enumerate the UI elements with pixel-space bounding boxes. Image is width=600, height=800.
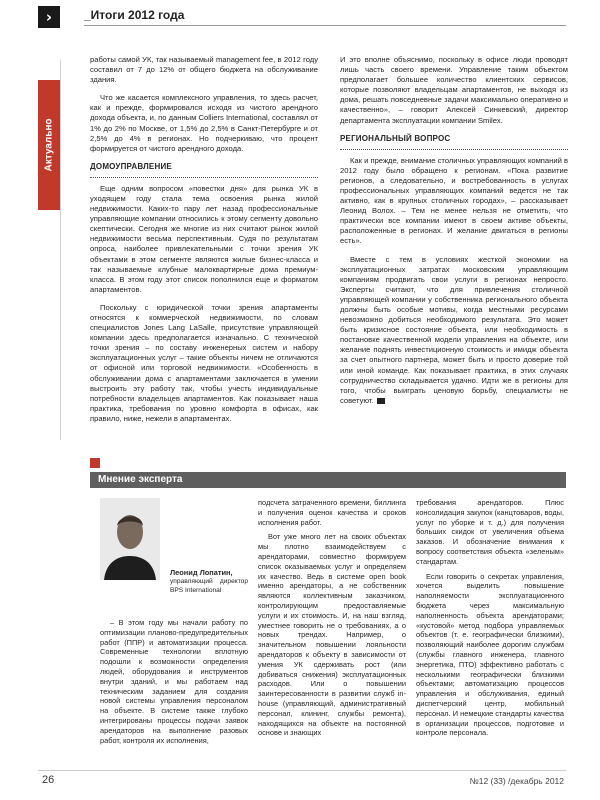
paragraph: Поскольку с юридической точки зрения апартаменты относятся к коммерческой недвижимости, по словам специалистов Jones Lang LaSalle, присутствие управляющей компании здесь предполагается изначально. С технической точки зрения – по составу инженерных систем и набору эксплуатационных услуг – такие объекты ничем не отличаются от офисной или торговой недвижимости. «Особенность в обслуживании дома с апартаментами заключается в умении выстроить эту работу так, чтобы учесть индивидуальные потребности владельцев апартаментов. Как показывает наша практика, требования по уровню комфорта в офисах, как правило, ниже, нежели в апартаментах. — [90, 302, 318, 423]
article-column-left — [90, 55, 318, 445]
paragraph: Вот уже много лет на своих объектах мы плотно взаимодействуем с арендаторами, совместно формируем список оказываемых услуг и определяем их качество. Ведь в системе open book именно арендаторы, а не собственник являются коллективным заказчиком, контролирующим предоставляемые услуги и их стоимость. И, на наш взгляд, уместнее говорить не о требованиях, а о новых трендах. Например, о значительном повышении лояльности арендаторов к объекту в зависимости от умения УК сдерживать рост (или добиваться снижения) эксплуатационных расходов. Или о повышении заинтересованности в развитии служб in-house (управляющий, административный персонал, клининг, службы ремонта), находящихся на объекте на постоянной основе и знающих — [258, 532, 406, 738]
expert-role: управляющий директор BPS International — [170, 578, 248, 594]
expert-photo — [100, 498, 160, 580]
running-header — [38, 6, 566, 28]
paragraph: – В этом году мы начали работу по оптимизации планово-предупредительных работ (ППР) и автоматизации процесса. Современные технологии вплотную подошли к возможности определения людей, оборудования и инструментов внутри зданий, и мы работаем над техническим заданием для создания новой системы управления персоналом на объекте. В системе также глубоко интегрированы процессы подачи заявок арендаторов на выполнение разовых работ, контроля их исполнения, — [100, 618, 248, 745]
expert-paragraphs-3 — [416, 498, 564, 738]
paragraph: Если говорить о секретах управления, хочется выделить повышение наполняемости эксплуатационного бюджета через максимальную наполненность объекта арендаторами; «кустовой» метод подбора управляемых объектов (т. е. географически близкими), позволяющий наиболее дорогим службам (службы главного инженера, главного энергетика, ПТО) эффективно работать с несколькими географически близкими объектами; автоматизацию процессов управления и обслуживания, единый диспетчерский центр, мобильный персонал. И немецкие стандарты качества в организации процессов, подготовке и контроле персонала. — [416, 571, 564, 738]
left-paragraphs-2 — [90, 184, 318, 424]
paragraph: подсчета затраченного времени, биллинга и получения оценок качества и сроков исполнения работ. — [258, 498, 406, 527]
end-of-article-icon — [377, 398, 385, 404]
paragraph: работы самой УК, так называемый management fee, в 2012 году составил от 7 до 12% от общего бюджета на обслуживание здания. — [90, 55, 318, 85]
expert-opinion-title: Мнение эксперта — [98, 474, 183, 485]
paragraph: Еще одним вопросом «повестки дня» для рынка УК в уходящем году стала тема освоения рынка жилой недвижимости. Каких-то пару лет назад профессиональные управляющие компании относились к этому сегменту довольно скептически. Сегодня же многие из них считают рынок жилой недвижимости весьма перспективным. Судя по результатам опроса, наиболее привлекательными с точки зрения УК объектами в этом сегменте являются жилые бизнес-класса и так называемые клубные малоквартирные дома премиум-класса. В этом году этот список пополнился еще и форматом апартаментов. — [90, 183, 318, 294]
issue-info: №12 (33) /декабрь 2012 — [469, 776, 564, 786]
expert-opinion-bar — [90, 472, 566, 488]
expert-paragraphs-1 — [100, 618, 248, 745]
section-tab — [38, 80, 60, 210]
left-paragraphs — [90, 55, 318, 154]
expert-column-3 — [416, 498, 564, 760]
right-paragraphs-2 — [340, 156, 568, 406]
paragraph: Как и прежде, внимание столичных управляющих компаний в 2012 году было обращено к регионам. «Пока развитие регионов, а следовательно, и востребованность в услугах профессиональных управляющих компаний ведется не так активно, как в крупных столичных городах», – рассказывает Леонид Волох. – Тем не менее нельзя не отметить, что практически все компании имеют в своем активе объекты, расположенные в регионах. И желание двигаться в регионы есть». — [340, 155, 568, 246]
footer-rule — [38, 770, 566, 771]
section-title: _Итоги 2012 года — [84, 8, 185, 22]
subheading-regions: РЕГИОНАЛЬНЫЙ ВОПРОС — [340, 133, 451, 143]
side-divider — [60, 60, 61, 440]
right-paragraphs — [340, 55, 568, 126]
subheading-rule — [340, 149, 568, 150]
article-column-right — [340, 55, 568, 445]
paragraph: Вместе с тем в условиях жесткой экономии на эксплуатационных затратах московским управляющим компаниям продвигать свои услуги в регионах непросто. Эксперты считают, что для привлечения столичной управляющей компании у собственника регионального объекта должны быть особые мотивы, когда местными ресурсами невозможно добиться необходимого результата. Это может быть кризисное состояние объекта, или необходимость в постановке качественной модели управления на объекте, или желание поднять инвестиционную стоимость и имидж объекта за счет опытного партнера, может быть и просто доверие той или иной команде. Как показывает практика, в этих случаях сотрудничество складывается удачно. Идти же в регионы для того, чтобы выиграть ценовую борьбу, специалисты не советуют. — [340, 254, 568, 405]
paragraph: требования арендаторов. Плюс консолидация закупок (канцтоваров, воды, услуг по уборке и т. д.) для получения больших скидок от увеличения объема заказов. И обозначение внимания к вопросу соответствия объекта «зеленым» стандартам. — [416, 498, 564, 566]
expert-name: Леонид Лопатин, — [170, 568, 233, 577]
subheading-rule — [90, 177, 318, 178]
arrow-icon: › — [38, 6, 60, 28]
paragraph: И это вполне объяснимо, поскольку в офисе люди проводят лишь часть своего времени. Управление таким объектом предполагает большее количество клиентских сервисов, которые позволяют владельцам апартаментов, не выходя из дома, решать повседневные задачи максимально оперативно и качественно», – говорит Алексей Синкевский, директор департамента эксплуатации компании Smilex. — [340, 55, 568, 125]
expert-column-2 — [258, 498, 406, 760]
paragraph: Что же касается комплексного управления, то здесь расчет, как и прежде, формировался исходя из чистого арендного дохода объекта, и, по данным Colliers International, составлял от 1% до 2% по Москве, от 1,5% до 2,5% в Санкт-Петербурге и от 2,5% до 4% в регионах. Но подчеркиваю, что процент формируется от чистого арендного дохода. — [90, 93, 318, 153]
subheading-housing: ДОМОУПРАВЛЕНИЕ — [90, 161, 172, 171]
header-rule — [84, 25, 566, 26]
expert-column-1 — [100, 498, 248, 760]
expert-paragraphs-2 — [258, 498, 406, 738]
section-tab-label: Актуально — [43, 118, 55, 172]
page-number: 26 — [42, 774, 55, 786]
expert-section-icon — [90, 458, 100, 468]
